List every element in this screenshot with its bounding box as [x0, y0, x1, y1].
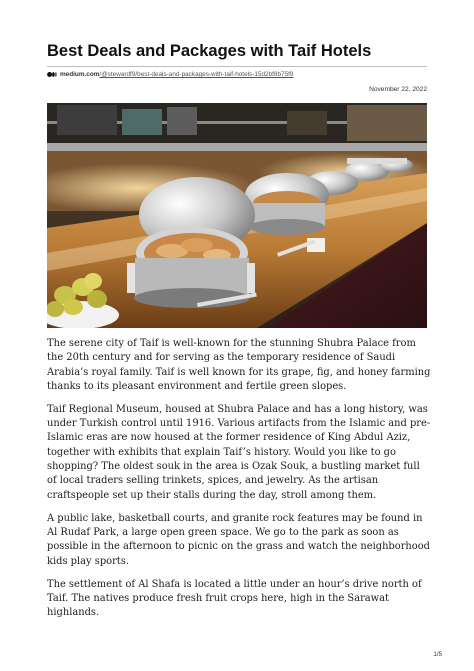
paragraph-1: The serene city of Taif is well-known for the stunning Shubra Palace from the 20th century and for serving as the temporary residence of Saudi Arabia’s royal family. Taif is well known for its grape, fig, and honey farming thanks to its pleasant environment and fertile green slopes. — [47, 338, 431, 392]
source-domain-link[interactable]: medium.com — [60, 71, 100, 78]
title-divider — [47, 66, 427, 67]
paragraph-3: A public lake, basketball courts, and granite rock features may be found in Al Rudaf Park, a large open green space. We go to the park as soon as possible in the afternoon to picnic on the grass and watch the neighborhood kids play sports. — [47, 512, 430, 567]
page-number: 1/5 — [433, 651, 442, 658]
article-title: Best Deals and Packages with Taif Hotels — [47, 42, 372, 60]
source-path-link[interactable]: /@stewardf9/best-deals-and-packages-with-taif-hotels-15d2bf8b75f9 — [99, 71, 294, 78]
source-line[interactable] — [47, 71, 427, 78]
publish-date: November 22, 2022 — [369, 86, 427, 93]
buffet-photo — [47, 103, 427, 328]
article-body — [47, 337, 431, 629]
medium-logo-icon — [47, 71, 57, 78]
paragraph-4: The settlement of Al Shafa is located a little under an hour’s drive north of Taif. The natives produce fresh fruit crops here, high in the Sarawat highlands. — [47, 578, 422, 619]
paragraph-2: Taif Regional Museum, housed at Shubra Palace and has a long history, was under Turkish control until 1916. Various artifacts from the Islamic and pre-Islamic eras are now housed at the former residence of King Abdul Aziz, together with exhibits that explain Taif’s history. Would you like to go shopping? The oldest souk in the area is Ozak Souk, a bustling market full of local traders selling trinkets, spices, and jewelry. As the artisan craftspeople set up their stalls during the day, stroll among them. — [47, 403, 431, 501]
